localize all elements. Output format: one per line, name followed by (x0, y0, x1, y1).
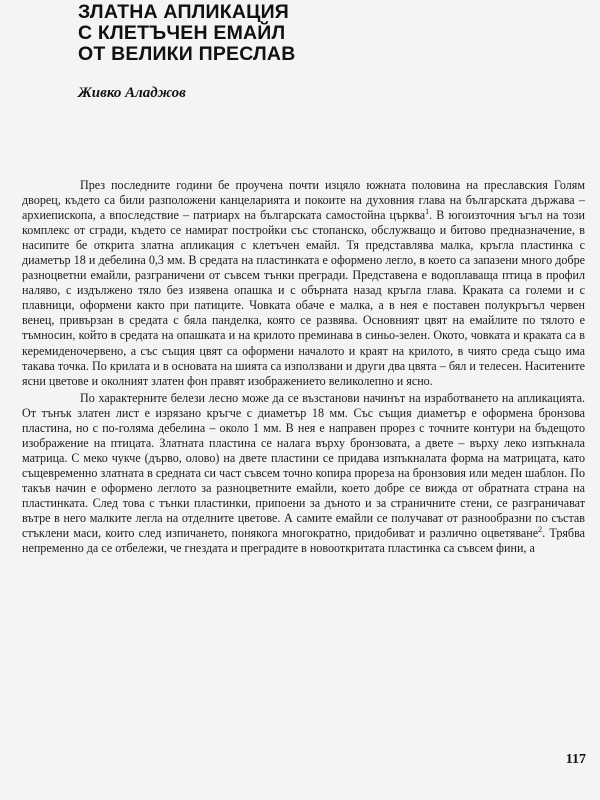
paragraph-1 (22, 178, 585, 389)
title-line-3: ОТ ВЕЛИКИ ПРЕСЛАВ (78, 43, 296, 65)
paragraph-1-text-b: . В югоизточния ъгъл на този комплекс от сгради, където се намират постройки със стопанско, обслужващо и битово предназначение, в насипите бе открита златна апликация с клетъчен емайл. Тя представлява малка, кръгла пластинка с диаметър 18 и дебелина 0,3 мм. В средата на пластинката е оформено легло, в което са запазени много добре разноцветни емайли, разграничени от съвсем тънки прегради. Представена е водоплаваща птица в профил наляво, с издължено тяло без изявена опашка и с обърната назад кръгла глава. Краката са големи и с плавници, оформени както при патиците. Човката обаче е малка, а в нея е поставен полукръгъл червен венец, привързан в средата с бяла панделка, която се развява. Основният цвят на емайлите по тялото е тъмносин, който в средата на опашката и на крилото преминава в синьо-зелен. Окото, човката и краката са в керемиденочервено, а със същия цвят са оформени началото и краят на крилото, в чиято среда също има такава точка. По крилата и в основата на шията са използвани и други два цвята – бял и телесен. Наситените ясни цветове и околният златен фон правят изображението великолепно и ясно. (22, 208, 585, 388)
article-body (22, 178, 585, 556)
footnote-ref-1[interactable]: 1 (425, 207, 430, 217)
paragraph-2-text-a: По характерните белези лесно може да се възстанови начинът на изработването на апликацията. От тънък златен лист е изрязано кръгче с диаметър 18 мм. Със същия диаметър е оформена бронзова пластина, но с по-голяма дебелина – около 1 мм. В нея е направен прорез с точните контури на бъдещото изображение на птицата. Златната пластина се налага върху бронзовата, а двете – върху леко изпъкнала матрица. С меко чукче (дърво, олово) на двете пластини се придава изпъкналата форма на матрицата, като същевременно златната в средната си част съвсем точно копира прореза на бронзовия или меден шаблон. По такъв начин е оформено леглото за разноцветните емайли, което добре се вижда от обратната страна на пластинката. След това с тънки пластинки, припоени за дъното и за страничните стени, се разграничават вътре в него малките легла на отделните цветове. А самите емайли се получават от разнообразни по състав стъклени маси, които след изпичането, понякога многократно, придобиват и различно оцветяване (22, 390, 585, 541)
title-line-2: С КЛЕТЪЧЕН ЕМАЙЛ (78, 22, 286, 44)
footnote-ref-2[interactable]: 2 (538, 525, 543, 535)
paragraph-1-text-a: През последните години бе проучена почти изцяло южната половина на преславския Голям дворец, където са били разположени канцеларията и покоите на духовния глава на българската държава – архиепископа, а впоследствие – патриарх на българската самостойна църква (22, 178, 585, 223)
page-number: 117 (565, 752, 586, 767)
paragraph-2 (22, 391, 585, 557)
paragraph-2-text-b: . Трябва непременно да се отбележи, че гнездата и преградите в новооткритата пластинка са съвсем фини, а (22, 526, 586, 556)
title-line-1: ЗЛАТНА АПЛИКАЦИЯ (78, 1, 290, 23)
article-title (78, 2, 498, 65)
article-author: Живко Аладжов (78, 85, 186, 101)
